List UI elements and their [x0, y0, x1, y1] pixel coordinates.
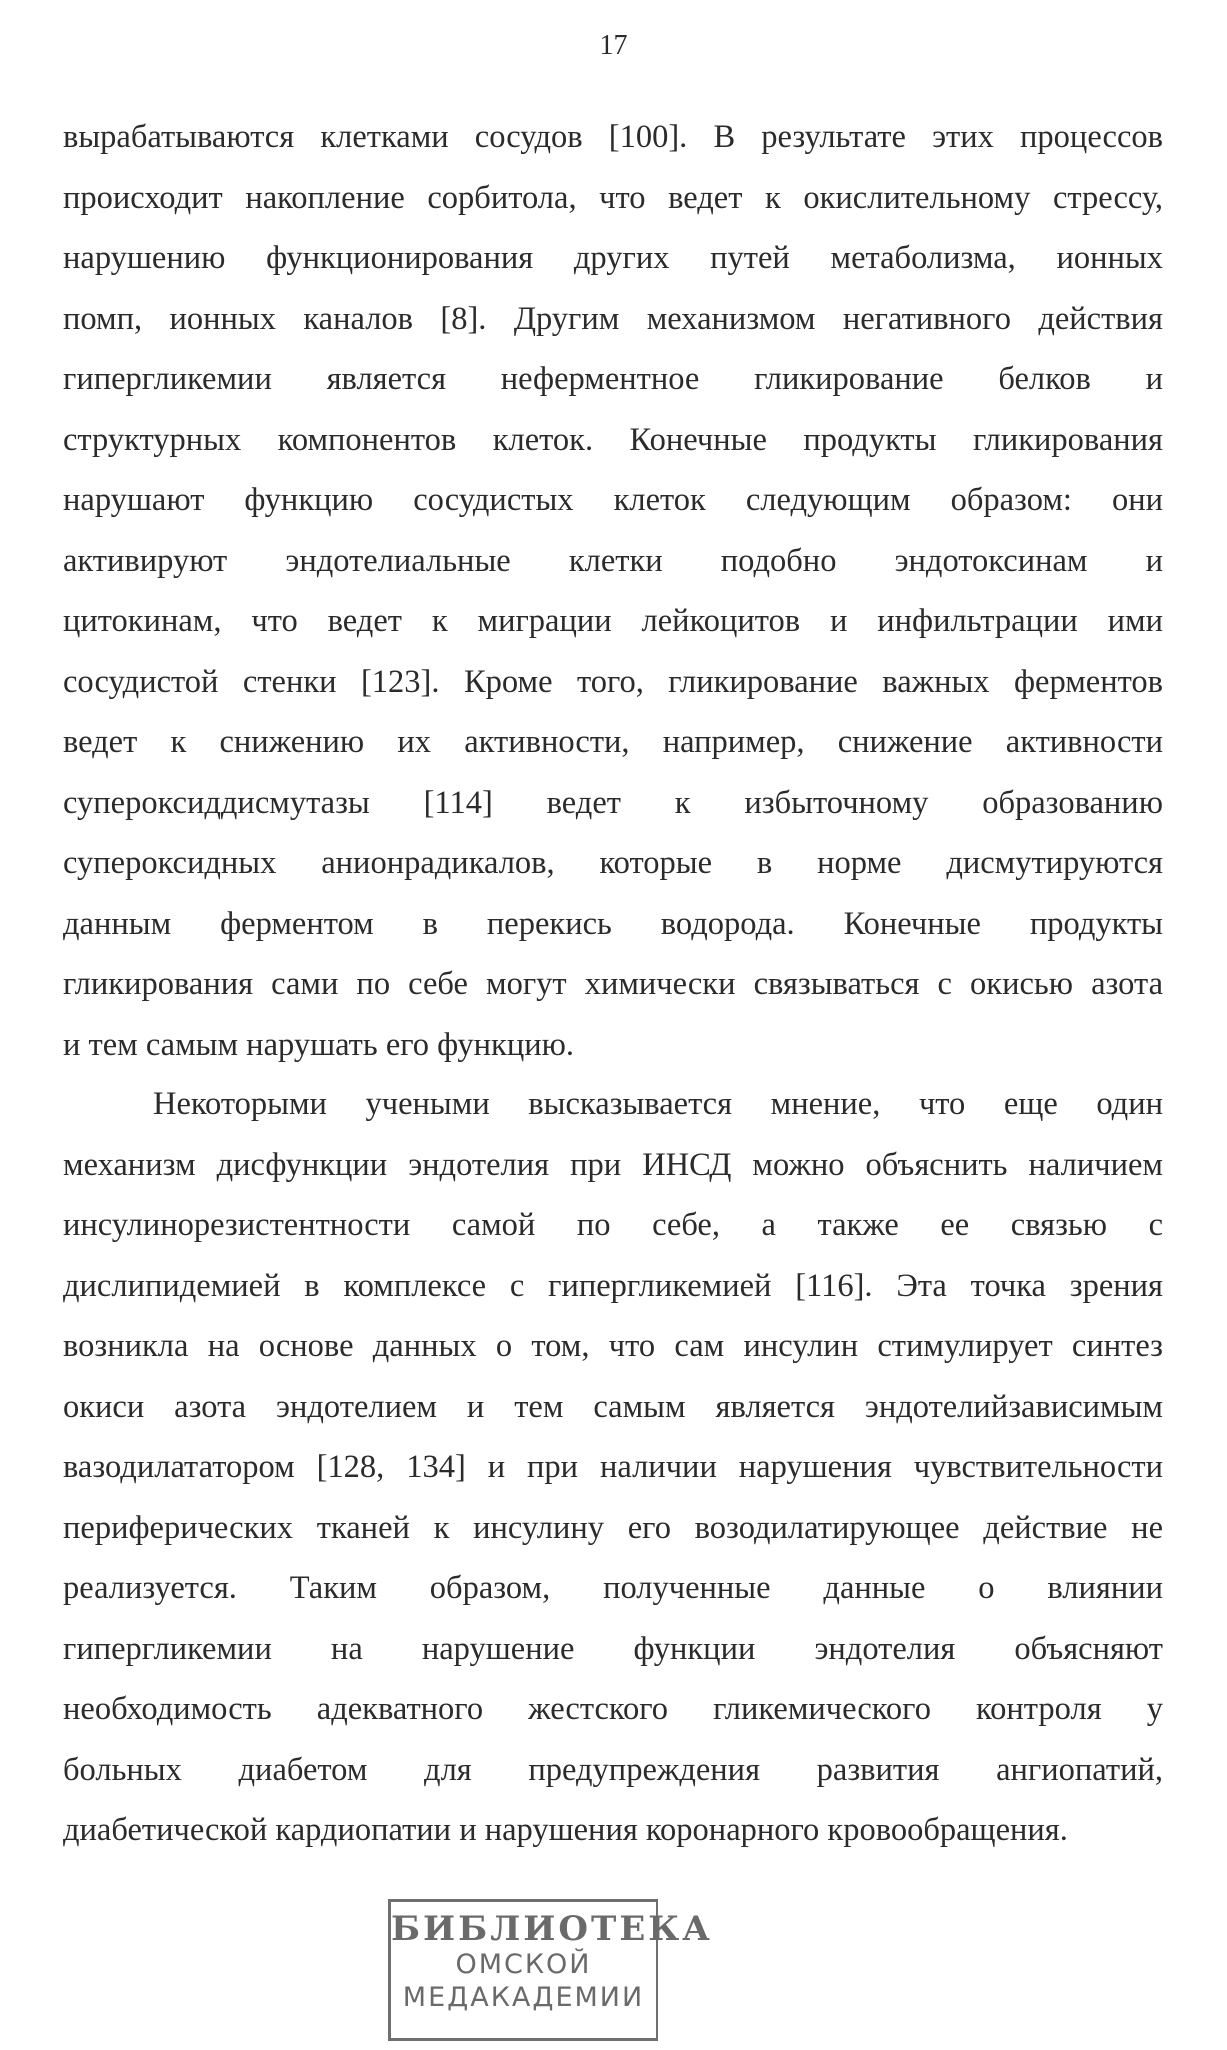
text-line: реализуется. Таким образом, полученные данные о влиянии [63, 1570, 1163, 1606]
text-line: данным ферментом в перекись водорода. Конечные продукты [63, 905, 1163, 942]
text-line: необходимость адекватного жестского гликемического контроля у [63, 1691, 1163, 1727]
text-line: нарушают функцию сосудистых клеток следующим образом: они [63, 482, 1163, 518]
text-line: больных диабетом для предупреждения развития ангиопатий, [63, 1751, 1163, 1788]
text-line: ведет к снижению их активности, например, снижение активности [63, 724, 1163, 760]
text-line: гипергликемии на нарушение функции эндотелия объясняют [63, 1630, 1163, 1667]
stamp-line-1: БИБЛИОТЕКА [391, 1909, 713, 1949]
text-line: структурных компонентов клеток. Конечные продукты гликирования [63, 421, 1163, 458]
text-line: активируют эндотелиальные клетки подобно эндотоксинам и [63, 542, 1163, 579]
text-line: дислипидемией в комплексе с гипергликемией [116]. Эта точка зрения [63, 1267, 1163, 1304]
text-line: нарушению функционирования других путей метаболизма, ионных [63, 240, 1163, 276]
text-line: супероксидных анионрадикалов, которые в норме дисмутируются [63, 845, 1163, 881]
paragraph-1 [63, 107, 1163, 1075]
text-line: окиси азота эндотелием и тем самым является эндотелийзависимым [63, 1388, 1163, 1425]
text-line: супероксиддисмутазы [114] ведет к избыточному образованию [63, 784, 1163, 821]
text-line: помп, ионных каналов [8]. Другим механизмом негативного действия [63, 300, 1163, 337]
text-line: инсулинорезистентности самой по себе, а также ее связью с [63, 1207, 1163, 1243]
text-line: происходит накопление сорбитола, что ведет к окислительному стрессу, [63, 179, 1163, 216]
stamp-line-2: ОМСКОЙ [455, 1949, 592, 1980]
text-line: цитокинам, что ведет к миграции лейкоцитов и инфильтрации ими [63, 603, 1163, 639]
text-line: и тем самым нарушать его функцию. [63, 1026, 575, 1063]
text-line: механизм дисфункции эндотелия при ИНСД можно объяснить наличием [63, 1146, 1163, 1183]
library-stamp [388, 1899, 713, 2041]
text-line: возникла на основе данных о том, что сам инсулин стимулирует синтез [63, 1328, 1163, 1364]
text-line: гипергликемии является неферментное гликирование белков и [63, 361, 1163, 397]
text-line: диабетической кардиопатии и нарушения коронарного кровообращения. [63, 1812, 1068, 1848]
page-number: 17 [599, 30, 628, 61]
text-line: сосудистой стенки [123]. Кроме того, гликирование важных ферментов [63, 663, 1163, 700]
stamp-line-3: МЕДАКАДЕМИИ [402, 1982, 645, 2013]
text-line: периферических тканей к инсулину его возодилатирующее действие не [63, 1509, 1163, 1546]
text-line: Некоторыми учеными высказывается мнение, что еще один [153, 1086, 1163, 1122]
text-line: гликирования сами по себе могут химически связываться с окисью азота [63, 966, 1163, 1002]
paragraph-2 [63, 1074, 1163, 1861]
text-line: вырабатываются клетками сосудов [100]. В результате этих процессов [63, 119, 1163, 155]
text-line: вазодилататором [128, 134] и при наличии нарушения чувствительности [63, 1449, 1163, 1485]
